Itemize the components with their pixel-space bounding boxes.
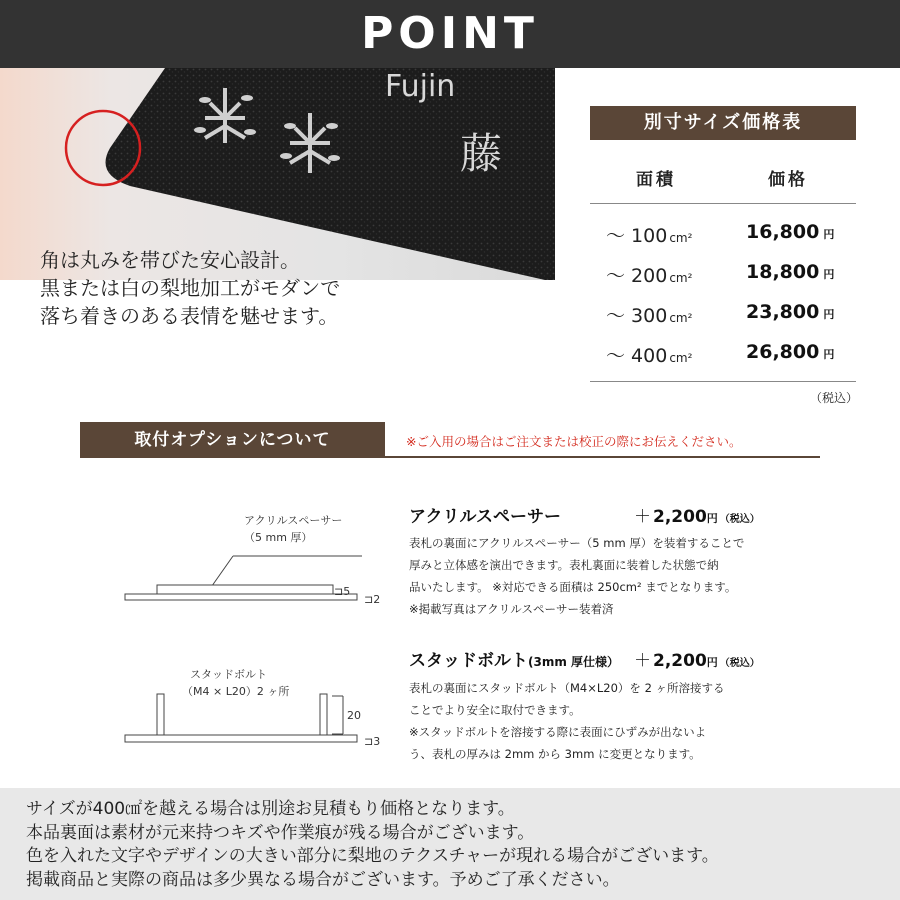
footer-note-line: 掲載商品と実際の商品は多少異なる場合がございます。予めご了承ください。 [26,869,620,890]
size-cell: ～ 200 cm² [606,265,693,287]
spacer-diagram-label: アクリルスペーサー [244,514,343,527]
spacer-dim-top: ⊐5 [334,585,351,598]
options-title: 取付オプションについて [134,430,331,450]
spacer-dim-bottom: ⊐2 [364,593,381,606]
stud-diagram-label: スタッドボルト [190,668,267,681]
feature-description [40,246,340,330]
page-title: POINT [361,8,539,59]
stud-diagram-sublabel: （M4 × L20）2 ヶ所 [182,685,290,698]
footer-note-line: サイズが400㎠を越える場合は別途お見積もり価格となります。 [26,799,515,819]
size-cell: ～ 400 cm² [606,345,693,367]
size-cell: ～ 100 cm² [606,225,693,247]
table-divider [590,203,856,204]
price-table-title: 別寸サイズ価格表 [590,106,856,140]
stud-option-price: ＋ 2,200円 （税込） [634,651,760,671]
spacer-diagram-sublabel: （5 mm 厚） [244,531,313,544]
spacer-option-description: 表札の裏面にアクリルスペーサー（5 mm 厚）を装着することで 厚みと立体感を演出できます。表札裏面に装着した状態で納 品いたします。 ※対応できる面積は 250cm² までとなります。 ※掲載写真はアクリルスペーサー装着済 [409,536,745,616]
description-line: 黒または白の梨地加工がモダンで [40,276,341,300]
price-cell: 23,800 円 [746,301,835,323]
options-note: ※ご入用の場合はご注文または校正の際にお伝えください。 [406,434,742,449]
column-header-price: 価格 [768,170,808,190]
price-cell: 16,800 円 [746,221,835,243]
size-cell: ～ 300 cm² [606,305,693,327]
footer-note-line: 色を入れた文字やデザインの大きい部分に梨地のテクスチャーが現れる場合がございます。 [26,846,719,866]
column-header-area: 面積 [636,170,676,190]
price-cell: 18,800 円 [746,261,835,283]
options-divider [80,456,820,458]
spacer-option-price: ＋ 2,200円 （税込） [634,507,760,527]
description-line: 落ち着きのある表情を魅せます。 [40,304,339,328]
spacer-option-title: アクリルスペーサー [409,507,561,527]
stud-dim-side: 20 [347,709,361,722]
footer-note-line: 本品裏面は素材が元来持つキズや作業痕が残る場合がございます。 [26,822,535,843]
table-divider [590,381,856,382]
stud-diagram [120,690,370,750]
plate-text-roman: Fujin [385,69,456,104]
spacer-diagram [120,545,370,615]
plate-text-kanji: 藤 [460,129,503,178]
footer-notes [26,798,719,892]
tax-note: （税込） [810,391,859,405]
stud-dim-bottom: ⊐3 [364,735,381,748]
description-line: 角は丸みを帯びた安心設計。 [40,248,300,272]
stud-option-description: 表札の裏面にスタッドボルト（M4×L20）を 2 ヶ所溶接する ことでより安全に取付できます。 ※スタッドボルトを溶接する際に表面にひずみが出ないよ う、表札の厚みは 2mm から 3mm に変更となります。 [409,681,725,761]
stud-option-title: スタッドボルト(3mm 厚仕様） [409,651,620,671]
price-cell: 26,800 円 [746,341,835,363]
